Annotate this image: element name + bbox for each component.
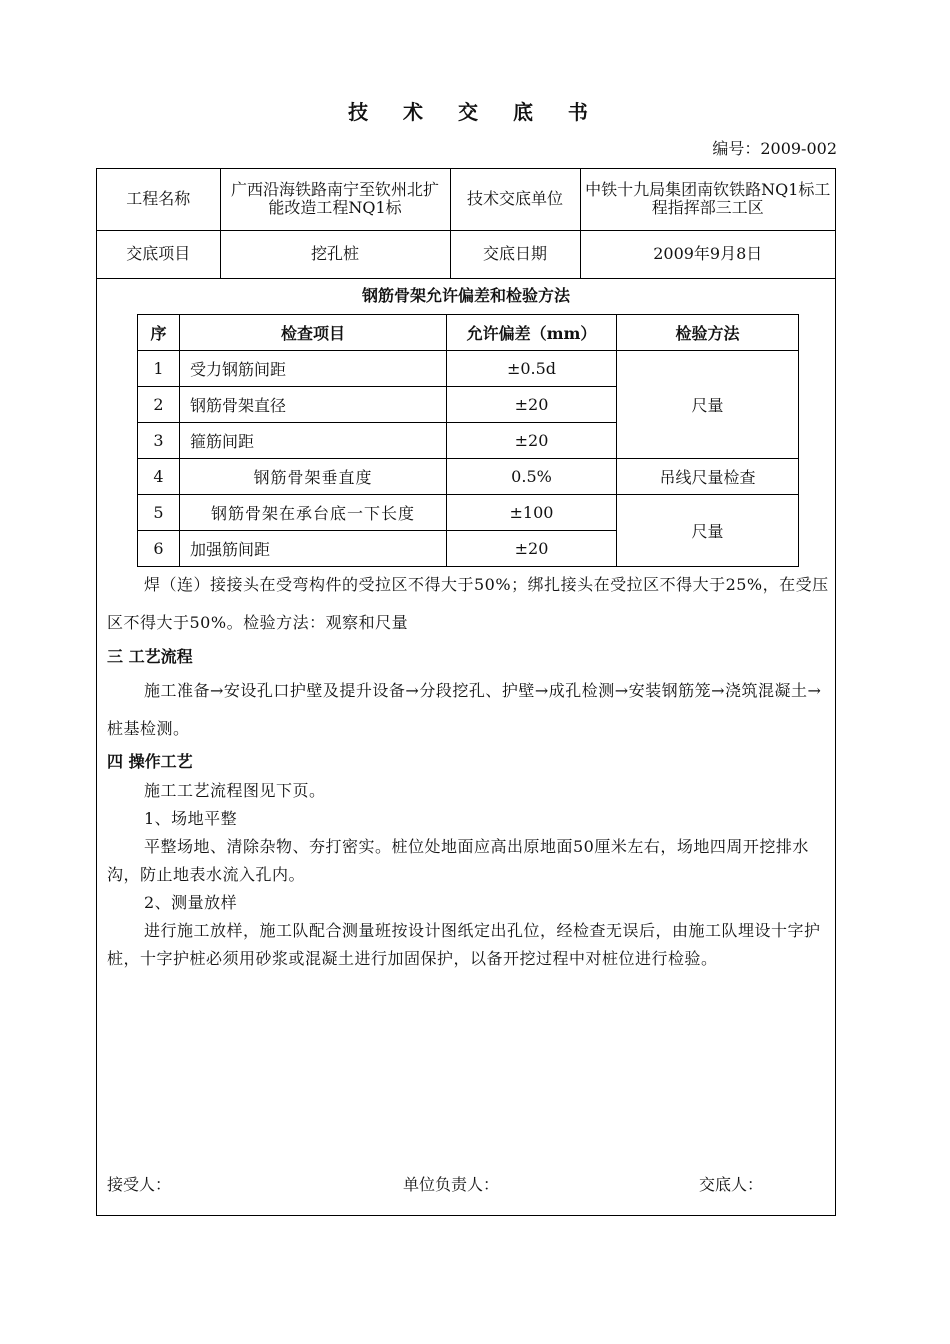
row-tolerance: ±0.5d <box>447 351 617 387</box>
row-no: 6 <box>138 531 180 567</box>
document-number: 编号：2009-002 <box>712 139 837 158</box>
date-label: 交底日期 <box>450 230 580 278</box>
step1-title: 1、场地平整 <box>144 809 238 828</box>
section-3 <box>107 642 829 748</box>
section4-heading: 四 操作工艺 <box>107 752 193 771</box>
row-item: 钢筋骨架直径 <box>180 387 447 423</box>
row-method: 吊线尺量检查 <box>617 459 799 495</box>
row-tolerance: ±20 <box>447 387 617 423</box>
col-header-tolerance: 允许偏差（mm） <box>447 315 617 351</box>
item-label: 交底项目 <box>97 230 220 278</box>
section-4 <box>107 747 829 973</box>
weld-paragraph-block <box>107 566 829 642</box>
unit-head-signature-label: 单位负责人： <box>403 1175 500 1194</box>
project-name: 广西沿海铁路南宁至钦州北扩能改造工程NQ1标 <box>220 169 450 230</box>
section3-heading: 三 工艺流程 <box>107 647 193 666</box>
header-table <box>97 169 835 279</box>
table-row <box>138 351 799 387</box>
row-item: 钢筋骨架垂直度 <box>180 459 447 495</box>
date-value: 2009年9月8日 <box>580 230 835 278</box>
col-header-no: 序 <box>138 315 180 351</box>
row-item: 钢筋骨架在承台底一下长度 <box>180 495 447 531</box>
unit-label: 技术交底单位 <box>450 169 580 230</box>
tolerance-table <box>137 314 799 567</box>
section3-text: 施工准备→安设孔口护壁及提升设备→分段挖孔、护壁→成孔检测→安装钢筋笼→浇筑混凝土→桩基检测。 <box>107 681 822 738</box>
row-tolerance: ±20 <box>447 531 617 567</box>
row-method: 尺量 <box>617 351 799 459</box>
table-row <box>138 459 799 495</box>
weld-paragraph: 焊（连）接接头在受弯构件的受拉区不得大于50%；绑扎接头在受拉区不得大于25%，在受压区不得大于50%。检验方法：观察和尺量 <box>107 575 829 632</box>
row-no: 3 <box>138 423 180 459</box>
row-no: 1 <box>138 351 180 387</box>
presenter-signature-label: 交底人： <box>699 1175 764 1194</box>
item-name: 挖孔桩 <box>220 230 450 278</box>
row-tolerance: 0.5% <box>447 459 617 495</box>
col-header-item: 检查项目 <box>180 315 447 351</box>
document-title: 技 术 交 底 书 <box>348 100 602 124</box>
row-item: 箍筋间距 <box>180 423 447 459</box>
row-tolerance: ±100 <box>447 495 617 531</box>
col-header-method: 检验方法 <box>617 315 799 351</box>
row-tolerance: ±20 <box>447 423 617 459</box>
receiver-signature-label: 接受人： <box>107 1175 172 1194</box>
row-no: 4 <box>138 459 180 495</box>
step1-text: 平整场地、清除杂物、夯打密实。桩位处地面应高出原地面50厘米左右，场地四周开挖排水沟，防止地表水流入孔内。 <box>107 837 809 884</box>
section4-intro: 施工工艺流程图见下页。 <box>144 781 326 800</box>
unit-name: 中铁十九局集团南钦铁路NQ1标工程指挥部三工区 <box>580 169 835 230</box>
project-name-label: 工程名称 <box>97 169 220 230</box>
row-item: 加强筋间距 <box>180 531 447 567</box>
step2-text: 进行施工放样，施工队配合测量班按设计图纸定出孔位，经检查无误后，由施工队埋设十字护桩，十字护桩必须用砂浆或混凝土进行加固保护，以备开挖过程中对桩位进行检验。 <box>107 921 821 968</box>
table-title: 钢筋骨架允许偏差和检验方法 <box>361 286 570 305</box>
document-frame <box>96 168 836 1216</box>
row-item: 受力钢筋间距 <box>180 351 447 387</box>
step2-title: 2、测量放样 <box>144 893 238 912</box>
row-no: 2 <box>138 387 180 423</box>
table-row <box>138 495 799 531</box>
row-no: 5 <box>138 495 180 531</box>
row-method: 尺量 <box>617 495 799 567</box>
